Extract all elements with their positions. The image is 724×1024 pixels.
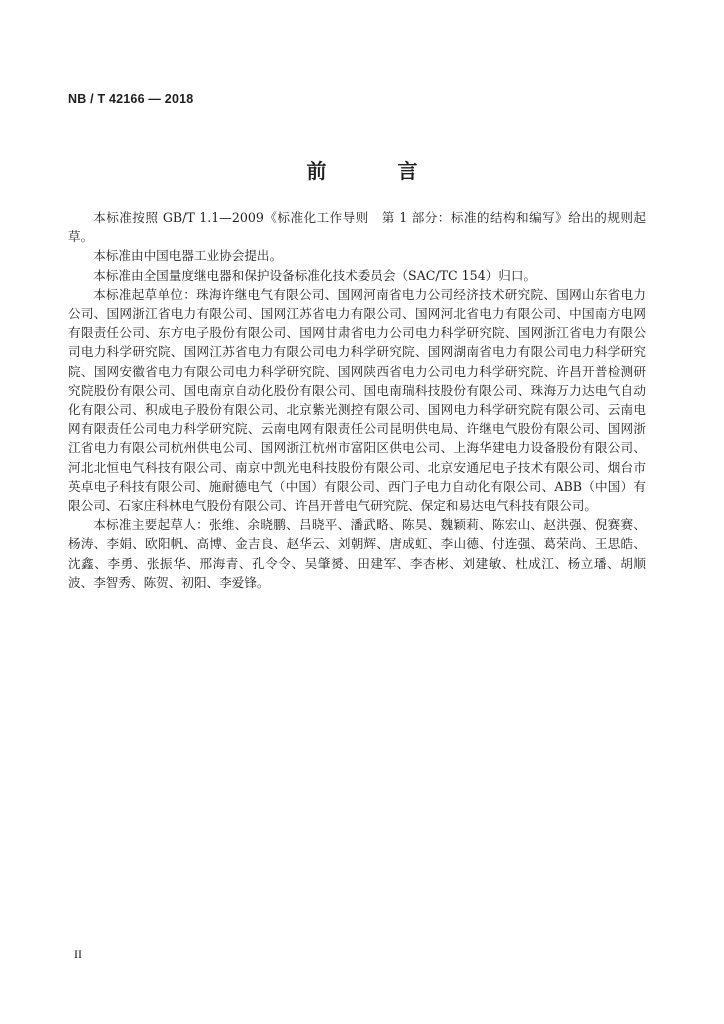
page-title: 前 言: [306, 159, 450, 183]
foreword-body: [68, 208, 646, 592]
paragraph-drafting-rules: 本标准按照 GB/T 1.1—2009《标准化工作导则 第 1 部分：标准的结构和编写》给出的规则起草。: [68, 210, 646, 245]
paragraph-committee: 本标准由全国量度继电器和保护设备标准化技术委员会（SAC/TC 154）归口。: [93, 267, 537, 283]
standard-code: NB / T 42166 — 2018: [68, 92, 194, 106]
paragraph-drafting-units: 本标准起草单位：珠海许继电气有限公司、国网河南省电力公司经济技术研究院、国网山东省电力公司、国网浙江省电力有限公司、国网江苏省电力有限公司、国网河北省电力有限公司、中国南方电网有限责任公司、东方电子股份有限公司、国网甘肃省电力公司电力科学研究院、国网浙江省电力有限公司电力科学研究院、国网江苏省电力有限公司电力科学研究院、国网湖南省电力有限公司电力科学研究院、国网安徽省电力有限公司电力科学研究院、国网陕西省电力公司电力科学研究院、许昌开普检测研究院股份有限公司、国电南京自动化股份有限公司、国电南瑞科技股份有限公司、珠海万力达电气自动化有限公司、积成电子股份有限公司、北京紫光测控有限公司、国网电力科学研究院有限公司、云南电网有限责任公司电力科学研究院、云南电网有限责任公司昆明供电局、许继电气股份有限公司、国网浙江省电力有限公司杭州供电公司、国网浙江杭州市富阳区供电公司、上海华建电力设备股份有限公司、河北北恒电气科技有限公司、南京中凯光电科技股份有限公司、北京安通尼电子技术有限公司、烟台市英卓电子科技有限公司、施耐德电气（中国）有限公司、西门子电力自动化有限公司、ABB（中国）有限公司、石家庄科林电气股份有限公司、许昌开普电气研究院、保定和易达电气科技有限公司。: [68, 286, 646, 514]
paragraph-proposer: 本标准由中国电器工业协会提出。: [93, 248, 283, 264]
page-number: II: [74, 947, 82, 961]
paragraph-drafters: 本标准主要起草人：张维、余晓鹏、吕晓平、潘武略、陈昊、魏颖莉、陈宏山、赵洪强、倪赛赛、杨涛、李娟、欧阳帆、高博、金吉良、赵华云、刘朝辉、唐成虹、李山德、付连强、葛荣尚、王思皓、沈鑫、李勇、张振华、邢海青、孔令令、吴肇赟、田建军、李杏彬、刘建敏、杜成江、杨立璠、胡顺波、李智秀、陈贺、初阳、李爱锋。: [68, 517, 646, 590]
